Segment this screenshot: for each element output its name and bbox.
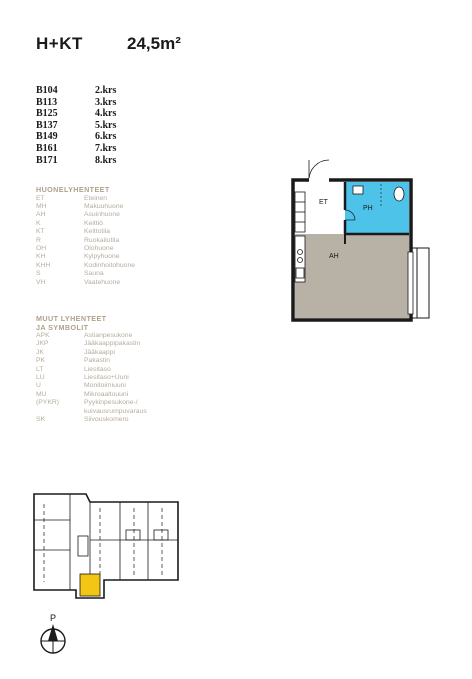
legend-description: Asuinhuone <box>84 211 120 219</box>
north-label: P <box>50 613 57 623</box>
legend-abbreviation: (PYKR) <box>36 399 60 407</box>
highlighted-apartment <box>80 574 100 596</box>
legend-row <box>36 195 164 203</box>
living-room-label: AH <box>329 253 339 260</box>
legend-abbreviation: U <box>36 382 41 390</box>
unit-code: B113 <box>36 96 58 108</box>
other-abbreviations-heading-2: JA SYMBOLIT <box>36 322 89 332</box>
unit-floor: 4.krs <box>95 108 117 120</box>
legend-abbreviation: MH <box>36 202 47 210</box>
unit-row <box>36 120 116 132</box>
floor-plan <box>287 152 437 324</box>
legend-row <box>36 203 164 211</box>
legend-abbreviation <box>36 408 84 416</box>
legend-abbreviation: K <box>36 219 41 227</box>
legend-abbreviation: JK <box>36 348 44 356</box>
legend-row <box>36 366 164 374</box>
legend-description: Olohuone <box>84 244 114 252</box>
legend-abbreviation: APK <box>36 332 50 339</box>
other-abbreviations-heading: MUUT LYHENTEET <box>36 314 107 323</box>
legend-row <box>36 253 164 261</box>
legend-row <box>36 340 164 348</box>
legend-description: Keittiö <box>84 219 103 227</box>
unit-floor: 3.krs <box>95 96 117 108</box>
legend-row <box>36 374 164 382</box>
unit-row <box>36 131 116 143</box>
legend-row <box>36 382 164 390</box>
legend-row <box>36 220 164 228</box>
legend-abbreviation: KH <box>36 253 46 261</box>
legend-abbreviation: OH <box>36 244 47 252</box>
entrance-label: ET <box>319 199 328 206</box>
legend-description: Liesitaso+Uuni <box>84 374 129 382</box>
unit-row <box>36 155 116 167</box>
legend-abbreviation: KT <box>36 228 45 236</box>
unit-row <box>36 97 116 109</box>
unit-floor: 6.krs <box>95 131 117 143</box>
other-abbreviations-legend <box>36 315 164 424</box>
legend-description: Monitoimiuuni <box>84 382 126 390</box>
unit-row <box>36 143 116 155</box>
room-abbreviations-heading: HUONELYHENTEET <box>36 185 110 194</box>
legend-description: Kodinhoitohuone <box>84 261 136 269</box>
legend-row <box>36 270 164 278</box>
legend-abbreviation: R <box>36 236 41 244</box>
legend-row <box>36 262 164 270</box>
legend-description: Jääkaappi <box>84 348 115 356</box>
legend-description: Vaatehuone <box>84 278 121 286</box>
legend-row <box>36 357 164 365</box>
legend-description: Pakastin <box>84 357 111 365</box>
living-room-area <box>295 234 409 318</box>
legend-row <box>36 279 164 287</box>
legend-abbreviation: PK <box>36 357 46 365</box>
unit-floor: 7.krs <box>95 142 117 154</box>
legend-row <box>36 245 164 253</box>
legend-description: Liesitaso <box>84 365 111 373</box>
legend-description: Siivouskomero <box>84 416 129 424</box>
legend-abbreviation: JKP <box>36 340 49 348</box>
legend-abbreviation: KHH <box>36 261 51 269</box>
unit-code: B161 <box>36 142 58 154</box>
legend-description: Pyykinpesukone-/ <box>84 399 138 407</box>
legend-description: Mikroaaltouuni <box>84 390 129 398</box>
legend-abbreviation: SK <box>36 416 46 424</box>
site-key-plan <box>30 490 180 604</box>
legend-description: Jääkaappipakastin <box>84 340 141 348</box>
unit-code: B171 <box>36 154 58 166</box>
bathroom-label: PH <box>363 205 373 212</box>
unit-floor: 5.krs <box>95 119 117 131</box>
apartment-area-title: 24,5m² <box>127 34 181 53</box>
legend-row <box>36 211 164 219</box>
unit-floor: 2.krs <box>95 85 117 96</box>
legend-row <box>36 391 164 399</box>
legend-row <box>36 228 164 236</box>
room-abbreviations-legend <box>36 186 164 287</box>
north-compass <box>36 612 70 658</box>
legend-description: Makuuhuone <box>84 202 124 210</box>
legend-row <box>36 416 164 424</box>
unit-list <box>36 85 116 166</box>
legend-row <box>36 349 164 357</box>
unit-floor: 8.krs <box>95 154 117 166</box>
legend-row <box>36 399 164 407</box>
unit-code: B125 <box>36 108 58 120</box>
unit-code: B137 <box>36 119 58 131</box>
legend-row <box>36 332 164 340</box>
legend-abbreviation: LT <box>36 365 44 373</box>
legend-abbreviation: LU <box>36 374 45 382</box>
legend-description: Eteinen <box>84 194 108 202</box>
unit-code: B104 <box>36 85 58 96</box>
legend-abbreviation: S <box>36 270 41 278</box>
legend-description: Ruokailutila <box>84 236 120 244</box>
legend-row <box>36 408 164 416</box>
unit-row <box>36 85 116 97</box>
legend-description: Astianpesukone <box>84 332 133 339</box>
legend-description: kuivausrumpuvaraus <box>84 407 147 415</box>
legend-description: Sauna <box>84 270 104 278</box>
legend-abbreviation: AH <box>36 211 46 219</box>
unit-row <box>36 108 116 120</box>
legend-abbreviation: MU <box>36 390 47 398</box>
legend-row <box>36 237 164 245</box>
unit-code: B149 <box>36 131 58 143</box>
apartment-type-title: H+KT <box>36 34 83 53</box>
legend-abbreviation: VH <box>36 278 46 286</box>
legend-description: Kylpyhuone <box>84 253 120 261</box>
legend-description: Keittotila <box>84 228 111 236</box>
legend-abbreviation: ET <box>36 194 45 202</box>
